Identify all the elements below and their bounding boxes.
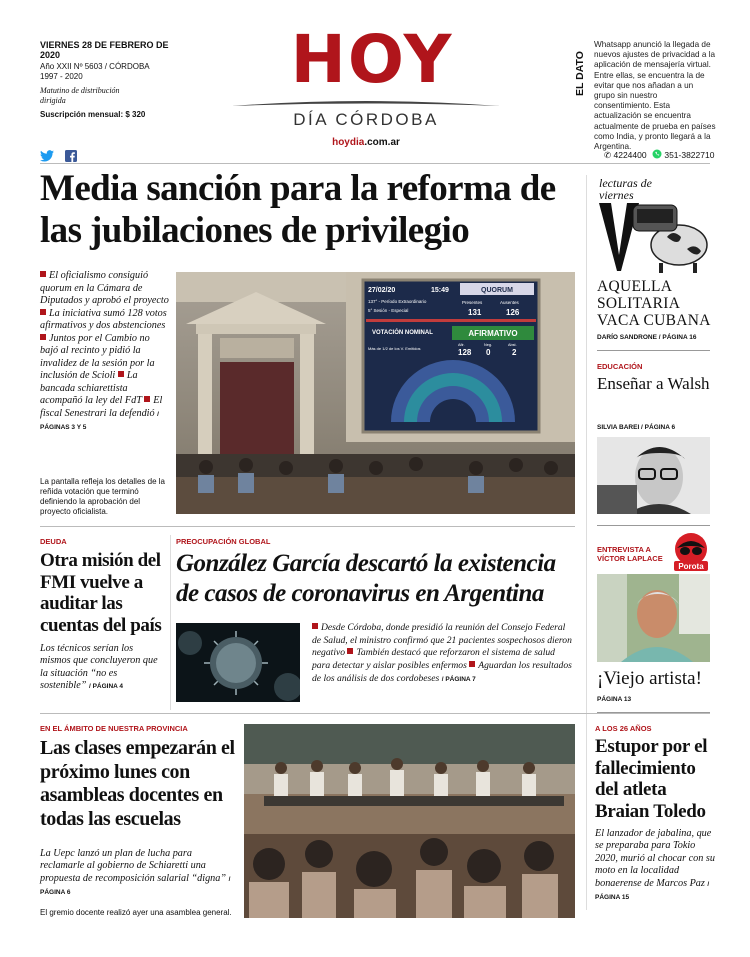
screen-abst: 2: [512, 348, 517, 357]
screen-session: 5° Sesión - Especial: [368, 308, 409, 313]
main-bullet-1: El oficialismo consiguió quorum en la Cámara de Diputados y aprobó el proyecto: [40, 270, 169, 306]
coronavirus-bullet-2: También destacó que reforzaron el sistema de salud para detectar y aislar posibles enfermos: [312, 647, 555, 672]
contact-info: [604, 149, 714, 161]
deuda-body-text: Los técnicos serían los mismos que concluyeron que la situación “no es sostenible”: [40, 643, 158, 691]
main-bullet-3: Juntos por el Cambio no bajó al recinto y pidió la invalidez de la sesión por la inclusión de Scioli: [40, 332, 155, 381]
porota-text: Porota: [678, 562, 704, 571]
mid-divider: [40, 526, 575, 527]
bottom-divider: [40, 713, 710, 714]
walsh-portrait-photo: [597, 437, 710, 514]
teachers-assembly-photo: [244, 724, 575, 918]
bullet-square: [40, 309, 46, 315]
logo-swoosh: [232, 98, 500, 108]
entrevista-page: PÁGINA 13: [597, 696, 632, 703]
website-link[interactable]: [232, 137, 500, 148]
phone-icon: ✆: [604, 150, 612, 160]
edition-number: Año XXII Nº 5603 / CÓRDOBA: [40, 62, 150, 71]
screen-ausentes: 126: [506, 308, 520, 317]
screen-afirm: 128: [458, 348, 472, 357]
site-domain: .com.ar: [364, 137, 400, 148]
entrevista-title[interactable]: ¡Viejo artista!: [597, 668, 702, 689]
cow-icon: [633, 205, 707, 273]
provincia-body-text: La Uepc lanzó un plan de lucha para reclamarle al gobierno de Schiaretti una propuesta de recomposición salarial “digna”: [40, 848, 227, 884]
deuda-title[interactable]: Otra misión del FMI vuelve a auditar las cuentas del país: [40, 550, 162, 636]
coronavirus-title[interactable]: González García descartó la existencia de casos de coronavirus en Argentina: [176, 550, 556, 607]
screen-period: 137° - Período Extraordinario: [368, 299, 427, 304]
bullet-square: [118, 371, 124, 377]
virus-image: [176, 623, 300, 702]
logo-text: HOY: [290, 26, 454, 96]
bullet-square: [40, 271, 46, 277]
deuda-kicker: DEUDA: [40, 537, 67, 546]
bullet-square: [144, 396, 150, 402]
main-page-ref[interactable]: / PÁGINAS 3 Y 5: [40, 410, 159, 431]
lecturas-de-viernes-illustration: [597, 175, 712, 275]
vaca-byline: DARÍO SANDRONE / PÁGINA 16: [597, 334, 697, 341]
logo-subtitle: DÍA CÓRDOBA: [293, 110, 439, 129]
coronavirus-body: [312, 622, 574, 687]
toledo-body-text: El lanzador de jabalina, que se preparaba para Tokio 2020, murió al chocar con su moto en la localidad bonaerense de Marcos Paz: [595, 828, 715, 889]
whatsapp-number[interactable]: 351-3822710: [664, 150, 715, 160]
vaca-title[interactable]: AQUELLA SOLITARIA VACA CUBANA: [597, 278, 711, 329]
whatsapp-icon: [652, 149, 662, 159]
bullet-square: [312, 623, 318, 629]
masthead-info: [40, 40, 180, 120]
el-dato-text: Whatsapp anunció la llegada de nuevos ajustes de privacidad a la aplicación de mensajería virtual. Entre ellas, se encuentra la de evitar que nos añadan a un grupo sin nuestro consentimiento. Esta actualización se encuentra actualmente de prueba en países como India, y pronto llegará a la Argentina.: [594, 40, 716, 152]
screen-neg: 0: [486, 348, 491, 357]
chamber-vote-photo: [176, 272, 575, 514]
entrevista-kicker: ENTREVISTA A VÍCTOR LAPLACE: [597, 545, 663, 563]
masthead-divider: [40, 163, 710, 164]
main-bullet-2: La iniciativa sumó 128 votos afirmativos y dos abstenciones: [40, 307, 167, 331]
screen-neg-label: Neg.: [484, 343, 493, 347]
screen-presentes-label: Presentes: [462, 300, 483, 305]
coronavirus-page[interactable]: / PÁGINA 7: [441, 675, 476, 683]
screen-mayoria: Más de 1/2 de los V. Emitidos: [368, 346, 421, 351]
provincia-page[interactable]: / PÁGINA 6: [40, 875, 231, 897]
educacion-title[interactable]: Enseñar a Walsh: [597, 374, 710, 393]
subscription-price: Suscripción mensual: $ 320: [40, 110, 146, 119]
screen-result: AFIRMATIVO: [468, 329, 518, 338]
column-divider: [586, 175, 587, 910]
lecturas-label-2: viernes: [599, 188, 634, 202]
provincia-caption: El gremio docente realizó ayer una asamblea general.: [40, 908, 232, 917]
facebook-icon[interactable]: [65, 150, 77, 162]
main-bullet-4: La bancada schiarettista acompañó la ley del FdT: [40, 370, 142, 406]
main-photo-caption: La pantalla refleja los detalles de la reñida votación que terminó definiendo la aprobación del proyecto oficialista.: [40, 477, 165, 516]
edition-years: 1997 - 2020: [40, 72, 83, 81]
bullet-square: [469, 661, 475, 667]
section-divider: [597, 350, 710, 351]
deuda-page[interactable]: / PÁGINA 4: [88, 682, 124, 690]
laplace-portrait-photo: [597, 574, 710, 662]
main-bullets: [40, 270, 170, 435]
screen-afirm-label: Afir.: [458, 343, 465, 347]
provincia-kicker: EN EL ÁMBITO DE NUESTRA PROVINCIA: [40, 724, 188, 733]
educacion-byline: SILVIA BAREI / PÁGINA 6: [597, 424, 676, 431]
toledo-body: [595, 828, 715, 904]
porota-badge: [672, 532, 710, 572]
coronavirus-kicker: PREOCUPACIÓN GLOBAL: [176, 537, 271, 546]
bullet-square: [347, 648, 353, 654]
column-divider: [170, 535, 171, 710]
el-dato-label: [572, 40, 586, 96]
coronavirus-bullet-1: Desde Córdoba, donde presidió la reunión del Consejo Federal de Salud, el ministro confirmó que 21 pacientes sospechosos dieron negativo: [312, 622, 572, 659]
site-name: hoydia: [332, 137, 365, 148]
issue-date: VIERNES 28 DE FEBRERO DE 2020: [40, 40, 169, 60]
hoy-logo[interactable]: [272, 26, 472, 96]
screen-votacion: VOTACIÓN NOMINAL: [372, 330, 433, 336]
educacion-kicker: EDUCACIÓN: [597, 362, 643, 371]
main-bullet-5: El fiscal Senestrari la defendió: [40, 395, 163, 419]
svg-text:EL DATO: EL DATO: [574, 51, 586, 96]
provincia-body: [40, 848, 235, 900]
section-divider: [597, 525, 710, 526]
screen-date: 27/02/20: [368, 287, 396, 294]
screen-time: 15:49: [431, 287, 449, 294]
distribution-note: Matutino de distribución dirigida: [40, 86, 120, 105]
screen-presentes: 131: [468, 308, 482, 317]
phone-number[interactable]: 4224400: [613, 150, 647, 160]
toledo-title[interactable]: Estupor por el fallecimiento del atleta Braian Toledo: [595, 736, 708, 822]
toledo-kicker: A LOS 26 AÑOS: [595, 724, 652, 733]
provincia-title[interactable]: Las clases empezarán el próximo lunes con asambleas docentes en todas las escuelas: [40, 737, 235, 830]
twitter-icon[interactable]: [40, 150, 54, 162]
main-headline[interactable]: Media sanción para la reforma de las jubilaciones de privilegio: [40, 168, 556, 251]
toledo-page[interactable]: / PÁGINA 15: [595, 880, 710, 902]
coronavirus-bullet-3: Aguardan los resultados de los análisis de dos cordobeses: [312, 660, 572, 684]
screen-ausentes-label: Ausentes: [500, 300, 519, 305]
lecturas-label-1: lecturas de: [599, 176, 652, 190]
screen-quorum: QUORUM: [481, 287, 513, 294]
bullet-square: [40, 334, 46, 340]
deuda-body: [40, 643, 165, 693]
screen-abst-label: Abst.: [508, 343, 517, 347]
